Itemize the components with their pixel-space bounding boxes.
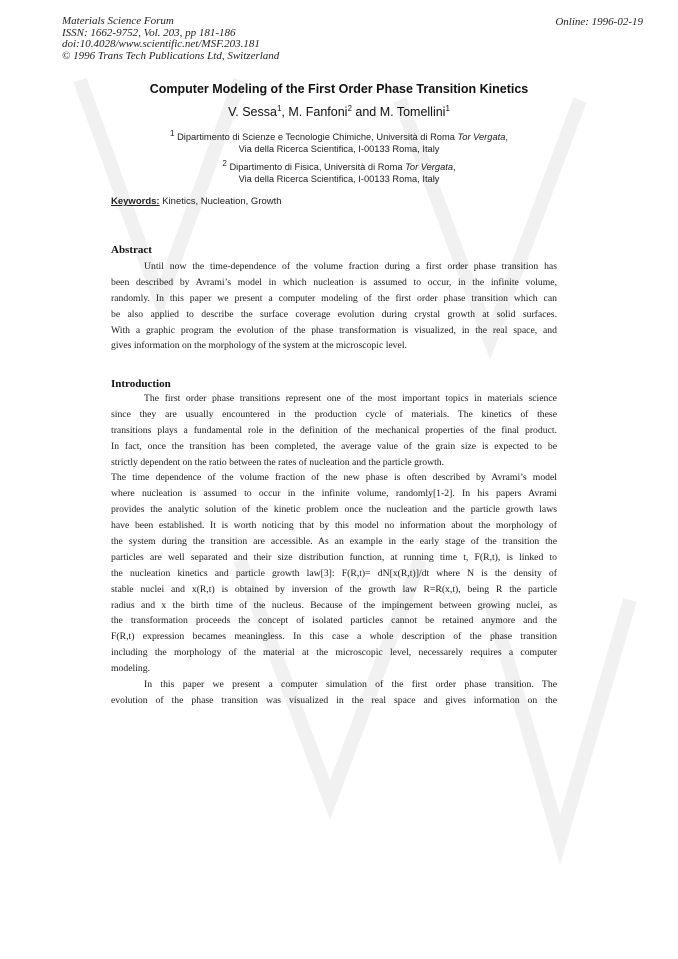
online-date: Online: 1996-02-19 xyxy=(555,16,643,28)
affiliation-campus: Tor Vergata xyxy=(457,132,506,143)
text-line: The first order phase transitions represent one of the most important topics in materials science xyxy=(144,393,557,404)
affiliation-address: Via della Ricerca Scientifica, I-00133 Roma, Italy xyxy=(238,174,440,185)
keywords xyxy=(111,196,282,207)
affiliation-1 xyxy=(0,128,678,155)
affiliation-2 xyxy=(0,158,678,185)
abstract-heading: Abstract xyxy=(111,244,152,256)
text-line: stable nuclei and x(R,t) is obtained by inversion of the growth law R=R(x,t), being R the particle xyxy=(111,583,557,595)
text-line: In this paper we present a computer simulation of the first order phase transition. The xyxy=(144,679,557,691)
copyright-line: © 1996 Trans Tech Publications Ltd, Switzerland xyxy=(62,49,280,62)
introduction-body xyxy=(111,391,557,709)
author-affiliation-marker: 2 xyxy=(347,104,352,113)
text-line: including the morphology of the material at the microscopic level, necessarely requires a computer xyxy=(111,647,557,659)
author-name: V. Sessa xyxy=(228,105,277,120)
paper-title: Computer Modeling of the First Order Phase Transition Kinetics xyxy=(149,82,529,96)
text-line: provides the analytic solution of the kinetic problem once the nucleation and the particle growth laws xyxy=(111,504,557,516)
author-affiliation-marker: 1 xyxy=(276,104,282,113)
text-line: have been established. It is worth noticing that by this model no information about the morphology of xyxy=(111,520,557,532)
text-line: randomly. In this paper we present a computer modeling of the first order phase transition which can xyxy=(111,292,557,304)
affiliation-address: Via della Ricerca Scientifica, I-00133 Roma, Italy xyxy=(238,144,440,155)
text-line: the nucleation kinetics and particle growth law[3]: F(R,t)= dN[x(R,t)]/dt where N is the density of xyxy=(111,567,557,579)
keywords-text: Kinetics, Nucleation, Growth xyxy=(162,196,282,207)
text-line: since they are usually encountered in the production cycle of materials. The kinetics of these xyxy=(111,408,557,420)
author-name: M. Fanfoni xyxy=(288,105,348,120)
text-line: In fact, once the transition has been completed, the average value of the grain size is expected to be xyxy=(111,440,557,452)
author-separator: , xyxy=(281,105,289,120)
abstract-body xyxy=(111,259,557,354)
text-line: the transformation proceeds the concept of isolated particles cannot be retained anymore and the xyxy=(111,615,557,627)
text-line: where nucleation is assumed to occur in the infinite volume, randomly[1-2]. In his papers Avrami xyxy=(111,488,557,500)
text-line: be also applied to describe the surface coverage evolution during crystal growth at solid surfaces. xyxy=(111,308,557,320)
journal-header xyxy=(62,16,279,62)
text-line: been described by Avrami’s model in which nucleation is assumed to occur, in the infinite volume, xyxy=(111,276,557,288)
affiliation-number: 2 xyxy=(222,159,227,168)
issn-line: ISSN: 1662-9752, Vol. 203, pp 181-186 xyxy=(62,26,236,39)
keywords-label: Keywords: xyxy=(111,196,160,207)
author-separator: and xyxy=(351,105,380,120)
introduction-heading: Introduction xyxy=(111,378,171,390)
affiliation-text: Dipartimento di Fisica, Università di Roma xyxy=(229,162,406,173)
affiliation-number: 1 xyxy=(170,129,175,138)
doi-line[interactable]: doi:10.4028/www.scientific.net/MSF.203.181 xyxy=(62,38,260,50)
text-line: transitions plays a fundamental role in the definition of the mechanical properties of the final product. xyxy=(111,424,557,436)
text-line: F(R,t) expression becames meaningless. In this case a whole description of the phase transition xyxy=(111,631,557,643)
text-line: With a graphic program the evolution of the phase transformation is visualized, in the real space, and xyxy=(111,324,557,336)
text-line: The time dependence of the volume fraction of the new phase is often described by Avrami’s model xyxy=(111,472,557,484)
author-name: M. Tomellini xyxy=(379,105,446,120)
text-line: evolution of the phase transition was visualized in the real space and gives information on the xyxy=(111,694,557,706)
text-line: Until now the time-dependence of the volume fraction during a first order phase transition has xyxy=(144,261,557,272)
text-line: the system during the transition are accessible. As an example in the early stage of the transition the xyxy=(111,536,557,548)
affiliation-text: Dipartimento di Scienze e Tecnologie Chimiche, Università di Roma xyxy=(177,132,458,143)
text-line: particles are well separated and their size distribution function, at running time t, F(R,t), is linked to xyxy=(111,551,557,563)
affiliation-punct: , xyxy=(453,162,456,173)
text-line: gives information on the morphology of the system at the microscopic level. xyxy=(111,340,407,352)
text-line: radius and x the birth time of the nucleus. Because of the impingement between growing nuclei, as xyxy=(111,599,557,611)
text-line: strictly dependent on the ratio between the rates of nucleation and the particle growth. xyxy=(111,456,445,468)
author-affiliation-marker: 1 xyxy=(445,104,450,113)
author-list xyxy=(0,104,678,119)
text-line: modeling. xyxy=(111,663,151,675)
affiliation-campus: Tor Vergata xyxy=(405,162,454,173)
affiliation-punct: , xyxy=(505,132,508,143)
journal-name: Materials Science Forum xyxy=(62,15,174,27)
